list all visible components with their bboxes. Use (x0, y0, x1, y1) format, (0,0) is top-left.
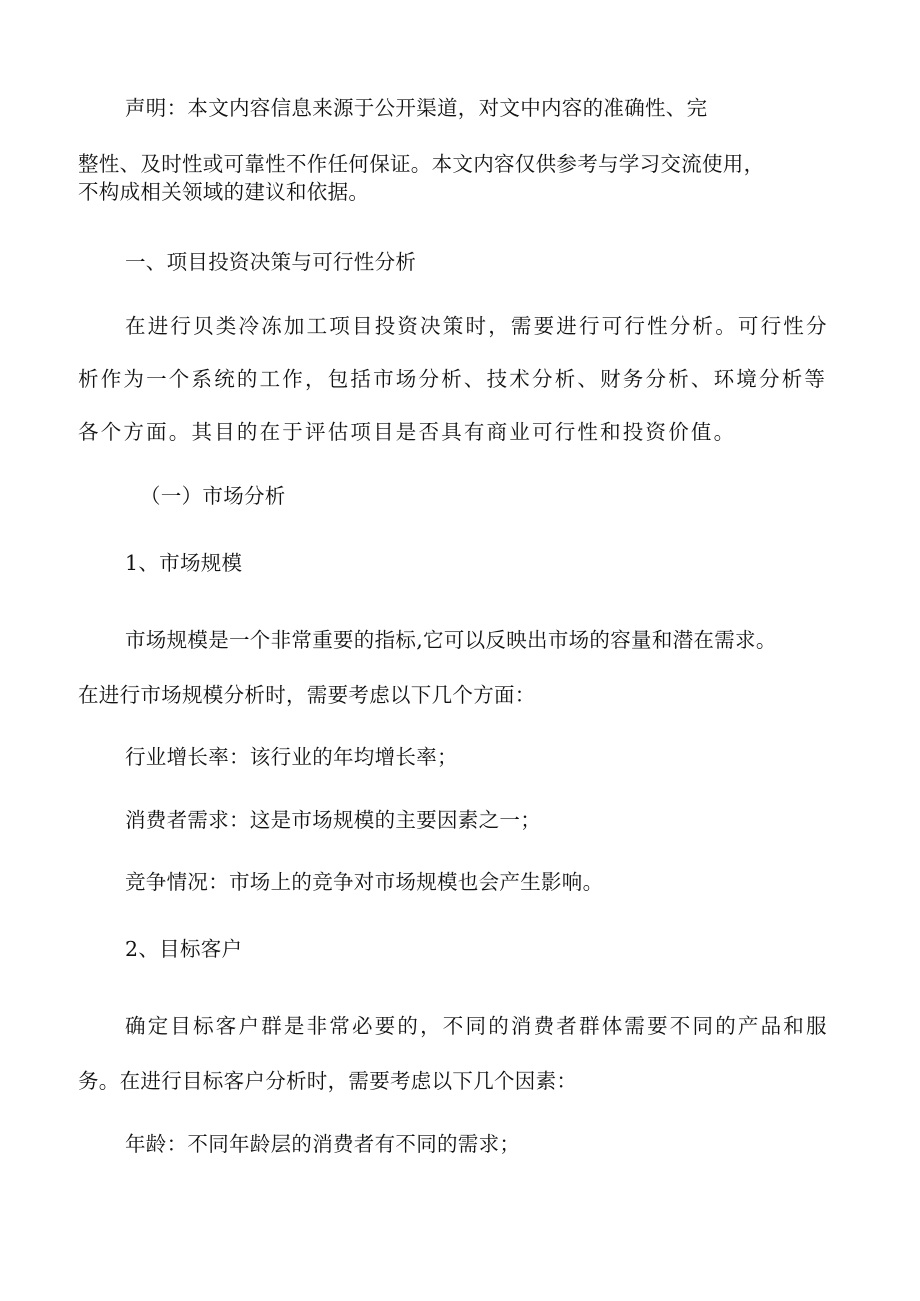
feasibility-para-line-2: 析作为一个系统的工作，包括市场分析、技术分析、财务分析、环境分析等 (78, 367, 828, 391)
feasibility-para-line-1: 在进行贝类冷冻加工项目投资决策时，需要进行可行性分析。可行性分 (125, 314, 829, 338)
target-customers-para-line-1: 确定目标客户群是非常必要的，不同的消费者群体需要不同的产品和服 (125, 1014, 829, 1038)
market-size-para-line-2: 在进行市场规模分析时，需要考虑以下几个方面： (78, 683, 536, 707)
section-heading-investment-feasibility: 一、项目投资决策与可行性分析 (125, 250, 417, 274)
item-heading-market-size: 1、市场规模 (125, 551, 243, 575)
target-customers-point-age: 年龄：不同年龄层的消费者有不同的需求； (125, 1132, 521, 1156)
disclaimer-line-3: 不构成相关领域的建议和依据。 (78, 180, 370, 204)
market-size-point-competition: 竞争情况：市场上的竞争对市场规模也会产生影响。 (125, 870, 604, 894)
market-size-point-consumer-demand: 消费者需求：这是市场规模的主要因素之一； (125, 808, 541, 832)
target-customers-para-line-2: 务。在进行目标客户分析时，需要考虑以下几个因素： (78, 1069, 578, 1093)
market-size-point-growth-rate: 行业增长率：该行业的年均增长率； (125, 745, 458, 769)
subsection-heading-market-analysis: （一）市场分析 (140, 484, 286, 508)
feasibility-para-line-3: 各个方面。其目的在于评估项目是否具有商业可行性和投资价值。 (78, 420, 737, 444)
disclaimer-line-2: 整性、及时性或可靠性不作任何保证。本文内容仅供参考与学习交流使用， (78, 152, 765, 176)
item-heading-target-customers: 2、目标客户 (125, 937, 243, 961)
market-size-para-line-1: 市场规模是一个非常重要的指标,它可以反映出市场的容量和潜在需求。 (125, 628, 777, 652)
disclaimer-line-1: 声明：本文内容信息来源于公开渠道，对文中内容的准确性、完 (125, 96, 708, 120)
